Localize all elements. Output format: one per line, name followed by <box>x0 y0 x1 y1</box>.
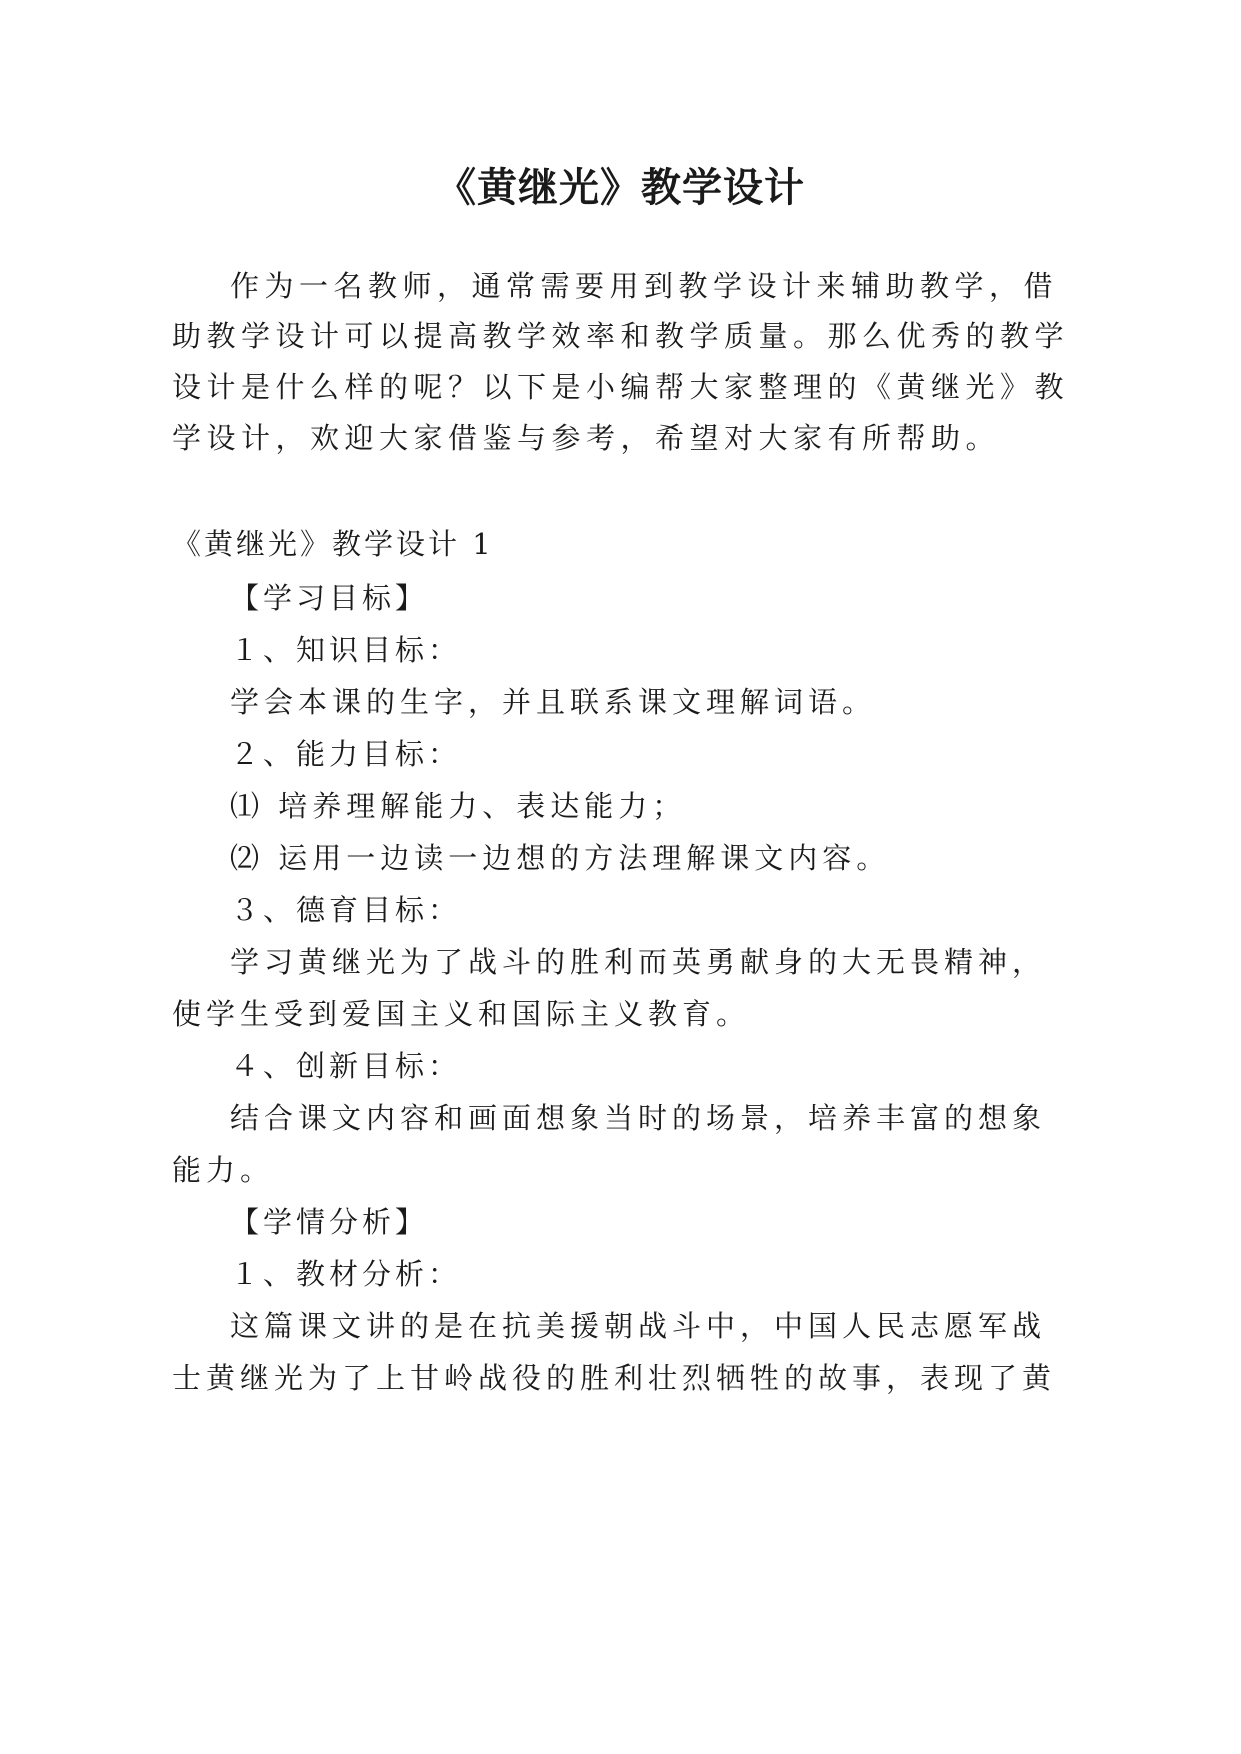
moral-goal-heading: ３、德育目标： <box>230 893 462 927</box>
innovation-goal-text-1: 结合课文内容和画面想象当时的场景，培养丰富的想象 <box>230 1101 1047 1135</box>
moral-goal-text-1: 学习黄继光为了战斗的胜利而英勇献身的大无畏精神， <box>230 945 1047 979</box>
material-analysis-text-1: 这篇课文讲的是在抗美援朝战斗中，中国人民志愿军战 <box>230 1309 1047 1343</box>
ability-goal-item-1: ⑴ 培养理解能力、表达能力； <box>230 789 687 823</box>
intro-line-1: 作为一名教师，通常需要用到教学设计来辅助教学，借 <box>230 269 1059 303</box>
knowledge-goal-text: 学会本课的生字，并且联系课文理解词语。 <box>230 685 877 719</box>
innovation-goal-heading: ４、创新目标： <box>230 1049 462 1083</box>
material-analysis-text-2: 士黄继光为了上甘岭战役的胜利壮烈牺牲的故事，表现了黄 <box>172 1361 1057 1395</box>
innovation-goal-text-2: 能力。 <box>172 1153 275 1187</box>
heading-learning-goals: 【学习目标】 <box>230 581 429 615</box>
intro-line-4: 学设计，欢迎大家借鉴与参考，希望对大家有所帮助。 <box>172 421 1001 455</box>
heading-learning-analysis: 【学情分析】 <box>230 1205 429 1239</box>
intro-line-2: 助教学设计可以提高教学效率和教学质量。那么优秀的教学 <box>172 319 1070 353</box>
ability-goal-heading: ２、能力目标： <box>230 737 462 771</box>
document-title: 《黄继光》教学设计 <box>436 165 805 211</box>
knowledge-goal-heading: １、知识目标： <box>230 633 462 667</box>
material-analysis-heading: １、教材分析： <box>230 1257 462 1291</box>
section-title: 《黄继光》教学设计 1 <box>172 527 494 561</box>
intro-line-3: 设计是什么样的呢？以下是小编帮大家整理的《黄继光》教 <box>172 370 1070 404</box>
ability-goal-item-2: ⑵ 运用一边读一边想的方法理解课文内容。 <box>230 841 891 875</box>
moral-goal-text-2: 使学生受到爱国主义和国际主义教育。 <box>172 997 751 1031</box>
